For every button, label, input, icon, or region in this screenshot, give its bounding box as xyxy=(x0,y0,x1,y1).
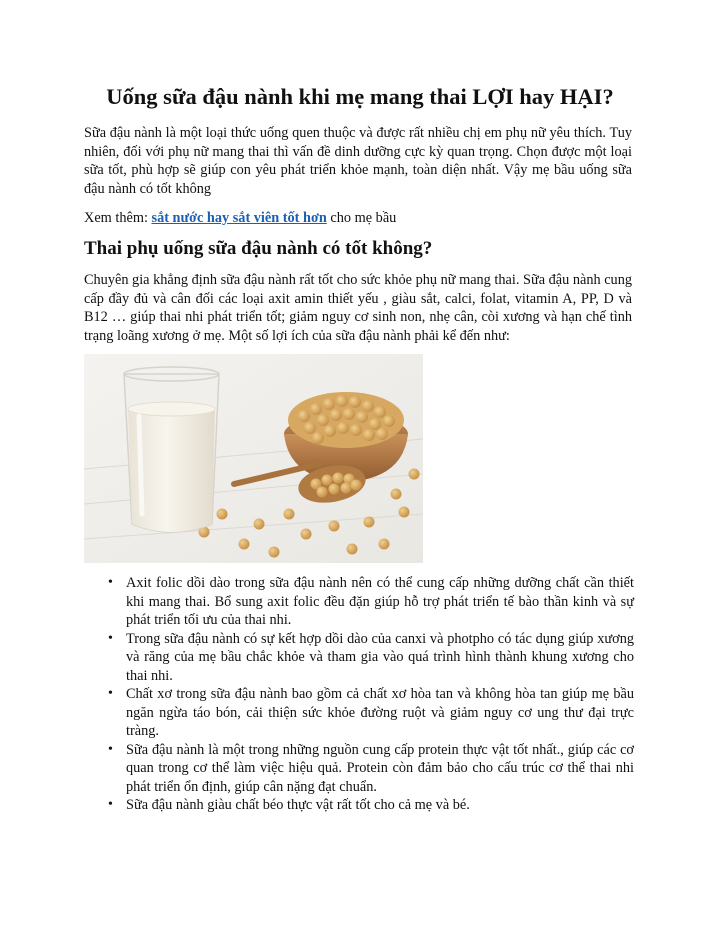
section-heading: Thai phụ uống sữa đậu nành có tốt không? xyxy=(84,238,433,259)
soy-milk-photo xyxy=(84,354,423,563)
see-also-link[interactable]: sắt nước hay sắt viên tốt hơn xyxy=(151,210,327,226)
list-item: • Sữa đậu nành giàu chất béo thực vật rất tốt cho cả mẹ và bé. xyxy=(108,796,634,815)
intro-paragraph: Sữa đậu nành là một loại thức uống quen thuộc và được rất nhiều chị em phụ nữ yêu thích. Tuy nhiên, đối với phụ nữ mang thai thì vấn đề dinh dưỡng cực kỳ quan trọng. Chọn được một loại sữa tốt, phù hợp sẽ giúp con yêu phát triển khỏe mạnh, toàn diện nhất. Vậy mẹ bầu uống sữa đậu nành có tốt không xyxy=(84,125,632,197)
see-also-prefix: Xem thêm: xyxy=(84,210,152,226)
list-item: • Sữa đậu nành là một trong những nguồn cung cấp protein thực vật tốt nhất., giúp các cơ quan trong cơ thể làm việc hiệu quả. Protein còn đảm bảo cho cấu trúc cơ thể thai nhi phát triển ổn định, giúp cân nặng đạt chuẩn. xyxy=(108,741,634,797)
list-item: • Axit folic dồi dào trong sữa đậu nành nên có thể cung cấp những dưỡng chất cần thiết khi mang thai. Bổ sung axit folic đều đặn giúp hỗ trợ phát triển tế bào thần kinh và sự phát triển tối ưu của thai nhi. xyxy=(108,574,634,630)
list-item: • Trong sữa đậu nành có sự kết hợp dồi dào của canxi và photpho có tác dụng giúp xương và răng của mẹ bầu chắc khỏe và tham gia vào quá trình hình thành khung xương cho thai nhi. xyxy=(108,630,634,686)
see-also-line xyxy=(84,209,632,228)
section-paragraph: Chuyên gia khẳng định sữa đậu nành rất tốt cho sức khỏe phụ nữ mang thai. Sữa đậu nành cung cấp đầy đủ và cân đối các loại axit amin thiết yếu , giàu sắt, calci, folat, vitamin A, PP, D và B12 … giúp thai nhi phát triển tốt; giảm nguy cơ sinh non, nhẹ cân, còi xương và hạn chế tình trạng loãng xương ở mẹ. Một số lợi ích của sữa đậu nành phải kể đến như: xyxy=(84,272,632,344)
list-item: • Chất xơ trong sữa đậu nành bao gồm cả chất xơ hòa tan và không hòa tan giúp mẹ bầu ngăn ngừa táo bón, cải thiện sức khỏe đường ruột và giảm nguy cơ ung thư đại trực tràng. xyxy=(108,685,634,741)
milk-glass xyxy=(124,367,219,532)
see-also-suffix: cho mẹ bầu xyxy=(326,210,397,226)
page-title: Uống sữa đậu nành khi mẹ mang thai LỢI hay HẠI? xyxy=(106,84,614,109)
benefits-list xyxy=(108,574,634,815)
